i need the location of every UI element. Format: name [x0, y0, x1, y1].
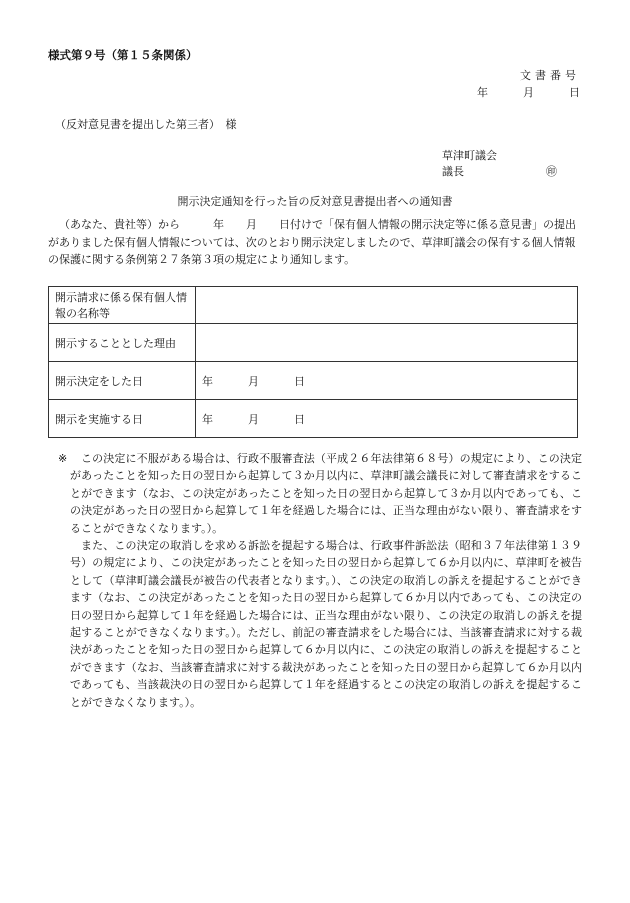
- addressee: （反対意見書を提出した第三者） 様: [55, 118, 237, 131]
- form-number: 様式第９号（第１５条関係）: [48, 48, 198, 62]
- disclosure-info-table: [48, 286, 578, 438]
- row-value-reason: [196, 324, 578, 362]
- row-value-info-name: [196, 287, 578, 324]
- decision-date-month: 月: [248, 374, 259, 388]
- table-row: [49, 287, 578, 324]
- body-paragraph: （あなた、貴社等）から 年 月 日付けで「保有個人情報の開示決定等に係る意見書」の提出がありました保有個人情報については、次のとおり開示決定しましたので、草津町議会の保有する個人情報の保護に関する条例第２７条第３項の規定により通知します。: [48, 218, 576, 266]
- decision-date-year: 年: [202, 374, 213, 388]
- row-label-decision-date: 開示決定をした日: [49, 362, 196, 400]
- seal-mark: ㊞: [546, 165, 557, 178]
- decision-date-day: 日: [294, 374, 305, 388]
- sender-block: [442, 148, 557, 180]
- note-paragraph-lawsuit: また、この決定の取消しを求める訴訟を提起する場合は、行政事件訴訟法（昭和３７年法律第１３９号）の規定により、この決定があったことを知った日の翌日から起算して６か月以内に、草津町を被告として（草津町議会議長が被告の代表者となります。）、この決定の取消しの訴えを提起することができます（なお、この決定があったことを知った日の翌日から起算して６か月以内であっても、この決定の日の翌日から起算して１年を経過した場合には、正当な理由がない限り、この決定の取消しの訴えを提起することができなくなります。）。ただし、前記の審査請求をした場合には、当該審査請求に対する裁決があったことを知った日の翌日から起算して６か月以内に、この決定の取消しの訴えを提起することができます（なお、当該審査請求に対する裁決があったことを知った日の翌日から起算して６か月以内であっても、当該裁決の日の翌日から起算して１年を経過するとこの決定の取消しの訴えを提起することができなくなります。）。: [70, 539, 582, 709]
- implementation-date-year: 年: [202, 412, 213, 426]
- sender-organization: 草津町議会: [442, 149, 497, 162]
- issue-date-year: 年: [477, 86, 488, 99]
- row-value-decision-date: [196, 362, 578, 400]
- notes-section: [58, 450, 582, 711]
- implementation-date-month: 月: [248, 412, 259, 426]
- document-title: 開示決定通知を行った旨の反対意見書提出者への通知書: [177, 195, 453, 208]
- sender-title: 議長: [442, 165, 464, 178]
- note-mark: ※: [58, 452, 68, 465]
- issue-date: [477, 84, 580, 100]
- document-number-label: 文書番号: [520, 69, 580, 82]
- issue-date-month: 月: [523, 86, 534, 99]
- note-paragraph-appeal: この決定に不服がある場合は、行政不服審査法（平成２６年法律第６８号）の規定により、この決定があったことを知った日の翌日から起算して３か月以内に、草津町議会議長に対して審査請求をすることができます（なお、この決定があったことを知った日の翌日から起算して３か月以内であっても、この決定があった日の翌日から起算して１年を経過した場合には、正当な理由がない限り、審査請求をすることができなくなります。）。: [70, 452, 582, 535]
- table-row: [49, 400, 578, 438]
- row-label-reason: 開示することとした理由: [49, 324, 196, 362]
- issue-date-day: 日: [569, 86, 580, 99]
- row-label-implementation-date: 開示を実施する日: [49, 400, 196, 438]
- table-row: [49, 324, 578, 362]
- row-label-info-name: 開示請求に係る保有個人情報の名称等: [49, 287, 196, 324]
- implementation-date-day: 日: [294, 412, 305, 426]
- row-value-implementation-date: [196, 400, 578, 438]
- table-row: [49, 362, 578, 400]
